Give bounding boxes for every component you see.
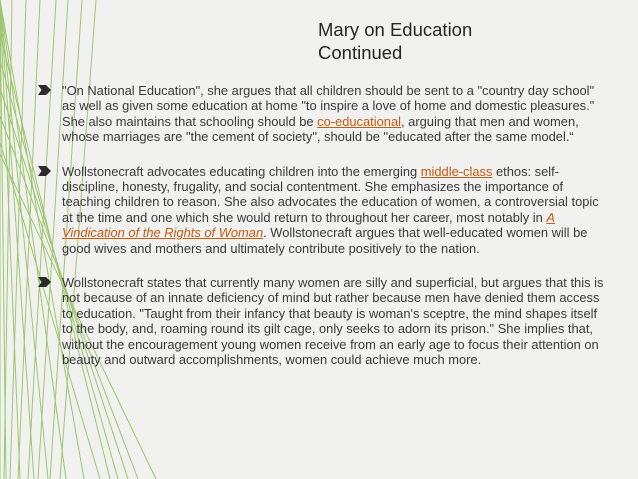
- vindication-link[interactable]: A Vindication of the Rights of Woman: [62, 209, 556, 241]
- bullet-text: Wollstonecraft states that currently many women are silly and superficial, but argues that this is not because of an innate deficiency of mind but rather because men have denied them access to education. "Taught from their infancy that beauty is woman's sceptre, the mind shapes itself to the body, and, roaming round its gilt cage, only seeks to adorn its prison." She implies that, without the encouragement young women receive from an early age to focus their attention on beauty and outward accomplishments, women could achieve much more.: [62, 275, 604, 368]
- bullet-text: Wollstonecraft advocates educating children into the emerging: [62, 163, 421, 179]
- slide-title-line-2: Continued: [318, 42, 403, 63]
- slide-title-line-1: Mary on Education: [318, 19, 473, 40]
- bullet-text: ethos: self-discipline, honesty, frugality, and social contentment. She emphasizes the importance of teaching children to reason. She also advocates the education of women, a controversial topic at the time and one which she would return to throughout her career, most notably in: [62, 163, 599, 225]
- arrow-bullet-icon: [38, 84, 52, 96]
- arrow-bullet-icon: [38, 165, 52, 177]
- bullet-women-superficial: [38, 275, 610, 367]
- bullet-national-education: [38, 83, 610, 145]
- bullet-text: . Wollstonecraft argues that well-educated women will be good wives and mothers and ultimately contribute positively to the nation.: [62, 225, 588, 256]
- bullet-text: , arguing that men and women, whose marriages are "the cement of society", should be "educated after the same model.“: [62, 113, 579, 145]
- arrow-bullet-icon: [38, 276, 52, 288]
- middle-class-link[interactable]: middle-class: [420, 163, 493, 179]
- co-educational-link[interactable]: co-educational: [317, 113, 401, 129]
- bullet-text: "On National Education", she argues that all children should be sent to a "country day school" as well as given some education at home "to inspire a love of home and domestic pleasures." She also maintains that schooling should be: [62, 83, 595, 129]
- slide-title: [318, 18, 618, 64]
- bullet-middle-class-ethos: [38, 164, 610, 256]
- bullet-list: [38, 83, 610, 368]
